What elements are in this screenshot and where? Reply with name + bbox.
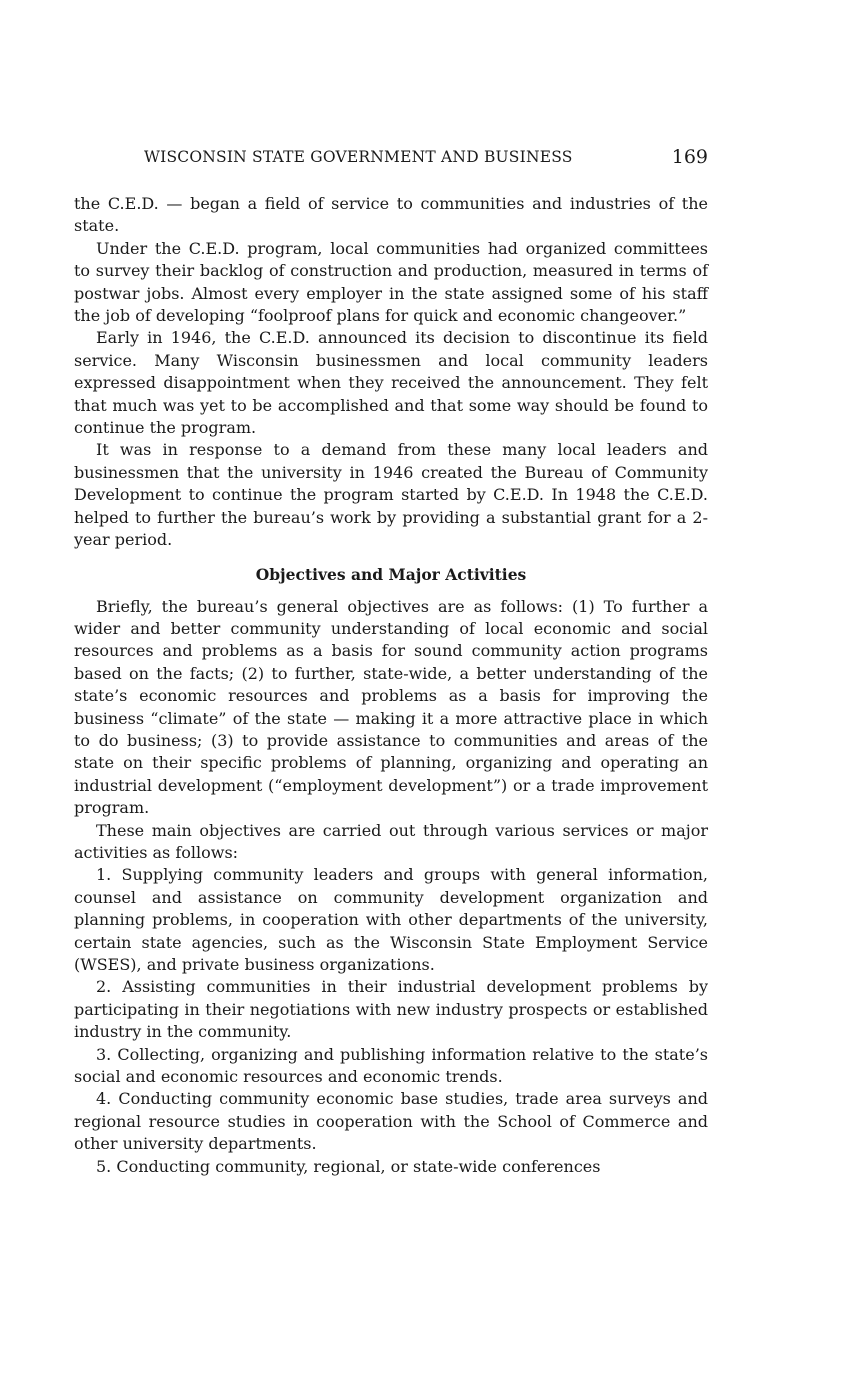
list-item-5: 5. Conducting community, regional, or state-wide conferences	[96, 1156, 601, 1176]
section-heading: Objectives and Major Activities	[255, 564, 527, 584]
list-item-3: 3. Collecting, organizing and publishing information relative to the state’s social and economic resources and economic trends.	[74, 1044, 708, 1087]
list-item-4: 4. Conducting community economic base studies, trade area surveys and regional resource studies in cooperation with the School of Commerce and other university departments.	[74, 1089, 708, 1154]
list-item-1: 1. Supplying community leaders and groups with general information, counsel and assistance on community development organization and planning problems, in cooperation with other departments of the university, certain state agencies, such as the Wisconsin State Employment Service (WSES), and private business organizations.	[74, 865, 708, 974]
list-item-2: 2. Assisting communities in their industrial development problems by participating in their negotiations with new industry prospects or established industry in the community.	[74, 977, 708, 1042]
page-number: 169	[671, 146, 708, 168]
paragraph-activities-intro: These main objectives are carried out through various services or major activities as follows:	[74, 820, 708, 862]
book-page	[74, 146, 708, 1178]
paragraph-continuation: the C.E.D. — began a field of service to communities and industries of the state.	[74, 194, 708, 236]
running-head	[74, 146, 708, 174]
running-title: WISCONSIN STATE GOVERNMENT AND BUSINESS	[144, 148, 573, 166]
body-text	[74, 193, 708, 1178]
paragraph-bureau-creation: It was in response to a demand from these many local leaders and businessmen that the university in 1946 created the Bureau of Community Development to continue the program started by C.E.D. In 1948 the C.E.D. helped to further the bureau’s work by providing a substantial grant for a 2-year period.	[74, 440, 708, 550]
paragraph-ced-program: Under the C.E.D. program, local communities had organized committees to survey their backlog of construction and production, measured in terms of postwar jobs. Almost every employer in the state assigned some of his staff the job of developing “foolproof plans for quick and economic changeover.”	[74, 238, 708, 326]
paragraph-objectives: Briefly, the bureau’s general objectives are as follows: (1) To further a wider and better community understanding of local economic and social resources and problems as a basis for sound community action programs based on the facts; (2) to further, state-wide, a better understanding of the state’s economic resources and problems as a basis for improving the business “climate” of the state — making it a more attractive place in which to do business; (3) to provide assistance to communities and areas of the state on their specific problems of planning, organizing and operating an industrial development (“employment development”) or a trade improvement program.	[74, 596, 708, 818]
paragraph-early-1946: Early in 1946, the C.E.D. announced its decision to discontinue its field service. Many Wisconsin businessmen and local community leaders expressed disappointment when they received the announcement. They felt that much was yet to be accomplished and that some way should be found to continue the program.	[74, 328, 708, 438]
